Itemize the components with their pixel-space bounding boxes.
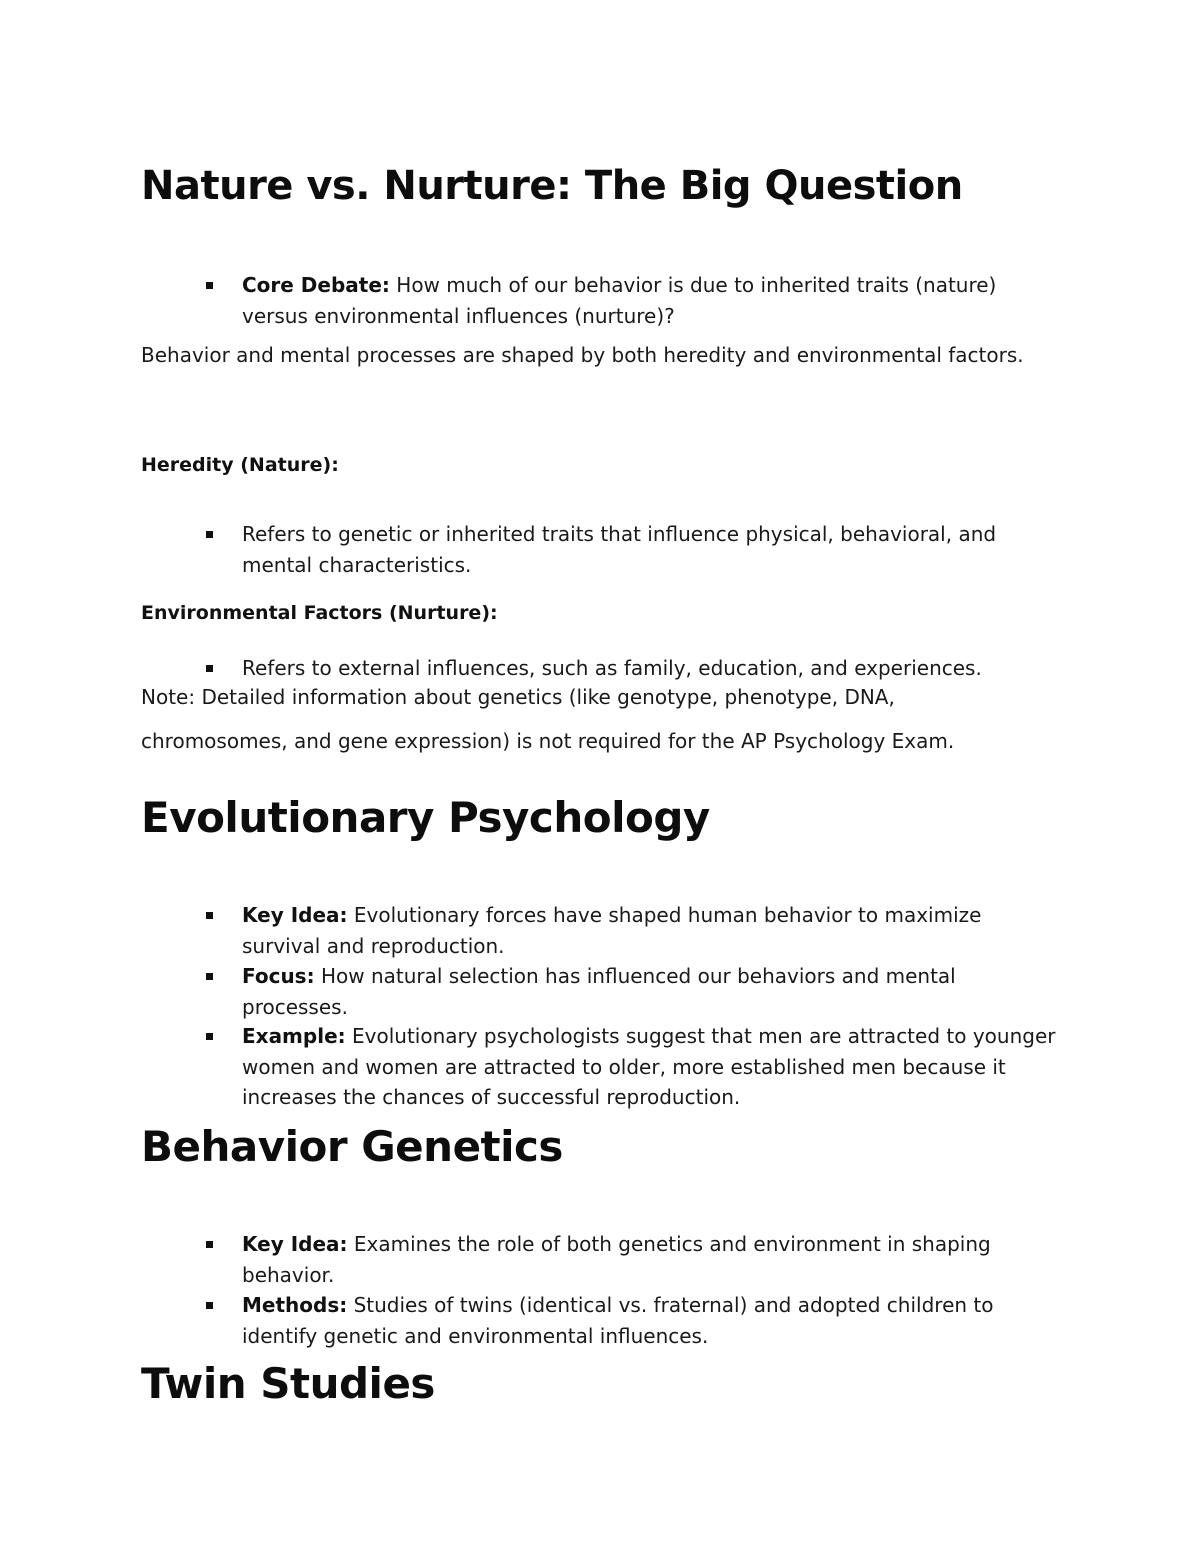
bullet-body: Studies of twins (identical vs. fraternal) and adopted children to identify genetic and environmental influences. bbox=[242, 1293, 994, 1348]
bullet-body: Evolutionary psychologists suggest that men are attracted to younger women and women are attracted to older, more established men because it increases the chances of successful reproduction. bbox=[242, 1024, 1056, 1109]
bullet-square-icon bbox=[206, 912, 213, 919]
bullet-square-icon bbox=[206, 665, 213, 672]
bullet-square-icon bbox=[206, 1302, 213, 1309]
section-title-nature-nurture: Nature vs. Nurture: The Big Question bbox=[141, 163, 963, 209]
bullet-text bbox=[242, 1229, 1062, 1290]
bullet-label: Core Debate: bbox=[242, 273, 390, 297]
bullet-text bbox=[242, 961, 1062, 1022]
section-title-twin-studies: Twin Studies bbox=[141, 1359, 435, 1408]
bullet-label: Focus: bbox=[242, 964, 315, 988]
bullet-square-icon bbox=[206, 531, 213, 538]
bullet-label: Methods: bbox=[242, 1293, 348, 1317]
note-paragraph: Note: Detailed information about genetics (like genotype, phenotype, DNA, chromosomes, and gene expression) is not required for the AP Psychology Exam. bbox=[141, 685, 955, 753]
bullet-text bbox=[242, 1021, 1062, 1113]
paragraph-heredity-environment: Behavior and mental processes are shaped by both heredity and environmental factors. bbox=[141, 343, 1024, 367]
bullet-text: Refers to genetic or inherited traits that influence physical, behavioral, and mental characteristics. bbox=[242, 522, 997, 577]
subheading-heredity: Heredity (Nature): bbox=[141, 454, 339, 476]
subheading-environmental-factors: Environmental Factors (Nurture): bbox=[141, 602, 498, 624]
bullet-square-icon bbox=[206, 282, 213, 289]
bullet-text bbox=[242, 900, 1062, 961]
bullet-square-icon bbox=[206, 973, 213, 980]
section-title-evolutionary-psychology: Evolutionary Psychology bbox=[141, 793, 710, 842]
bullet-body: Evolutionary forces have shaped human behavior to maximize survival and reproduction. bbox=[242, 903, 982, 958]
bullet-square-icon bbox=[206, 1241, 213, 1248]
section-title-behavior-genetics: Behavior Genetics bbox=[141, 1122, 563, 1171]
bullet-label: Key Idea: bbox=[242, 1232, 348, 1256]
bullet-body: Examines the role of both genetics and environment in shaping behavior. bbox=[242, 1232, 991, 1287]
bullet-text: Refers to external influences, such as family, education, and experiences. bbox=[242, 656, 982, 680]
bullet-label: Key Idea: bbox=[242, 903, 348, 927]
bullet-body: How natural selection has influenced our behaviors and mental processes. bbox=[242, 964, 956, 1019]
bullet-text bbox=[242, 1290, 1062, 1351]
bullet-text bbox=[242, 270, 1062, 331]
bullet-square-icon bbox=[206, 1033, 213, 1040]
bullet-label: Example: bbox=[242, 1024, 346, 1048]
bullet-body: How much of our behavior is due to inherited traits (nature) versus environmental influences (nurture)? bbox=[242, 273, 997, 328]
